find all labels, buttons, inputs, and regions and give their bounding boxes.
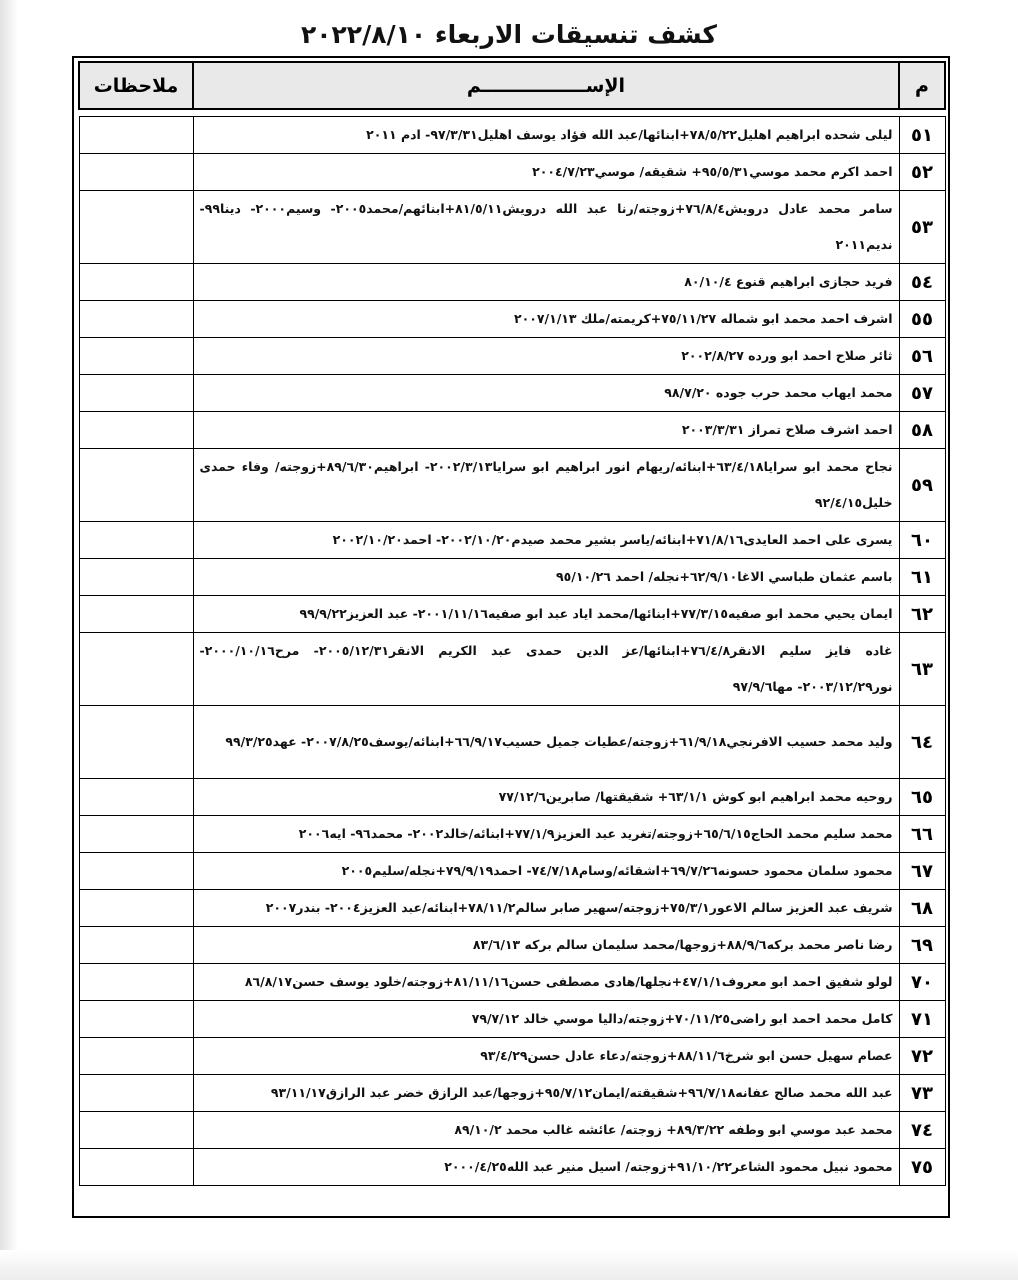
table-row <box>79 154 945 191</box>
table-row <box>79 927 945 964</box>
table-row <box>79 522 945 559</box>
table-row <box>79 1112 945 1149</box>
row-notes <box>79 596 193 633</box>
row-notes <box>79 964 193 1001</box>
row-name-details: غاده فايز سليم الانقر٧٦/٤/٨+ابنائها/عز الدين حمدى عبد الكريم الانقر٢٠٠٥/١٢/٣١- مرح٢٠٠٠/١٠/١٦- نور٢٠٠٣/١٢/٢٩- مها٩٧/٩/٦ <box>193 633 899 706</box>
table-row <box>79 191 945 264</box>
row-name-details: نجاح محمد ابو سرايا٦٣/٤/١٨+ابنائه/ريهام انور ابراهيم ابو سرايا٢٠٠٢/٣/١٣- ابراهيم٨٩/٦/٣٠+زوجته/ وفاء حمدى خليل٩٢/٤/١٥ <box>193 449 899 522</box>
row-notes <box>79 154 193 191</box>
header-num: م <box>899 62 945 109</box>
row-notes <box>79 1038 193 1075</box>
row-name-details: عصام سهيل حسن ابو شرخ٨٨/١١/٦+زوجته/دعاء عادل حسن٩٣/٤/٢٩ <box>193 1038 899 1075</box>
table-row <box>79 338 945 375</box>
table-row <box>79 1149 945 1186</box>
row-name-details: محمد عبد موسي ابو وطفه ٨٩/٣/٢٢+ زوجته/ عائشه غالب محمد ٨٩/١٠/٢ <box>193 1112 899 1149</box>
row-name-details: محمد سليم محمد الحاج٦٥/٦/١٥+زوجته/تغريد عبد العزيز٧٧/١/٩+ابنائه/خالد٢٠٠٢- محمد٩٦- ايه٢٠٠٦ <box>193 816 899 853</box>
header-separator <box>79 109 945 117</box>
row-number: ٥٤ <box>899 264 945 301</box>
row-name-details: رضا ناصر محمد بركه٨٨/٩/٦+زوجها/محمد سليمان سالم بركه ٨٣/٦/١٣ <box>193 927 899 964</box>
table-row <box>79 890 945 927</box>
row-number: ٦٩ <box>899 927 945 964</box>
row-number: ٦١ <box>899 559 945 596</box>
row-name-details: ثائر صلاح احمد ابو ورده ٢٠٠٢/٨/٢٧ <box>193 338 899 375</box>
row-name-details: لولو شفيق احمد ابو معروف٤٧/١/١+نجلها/هادى مصطفى حسن٨١/١١/١٦+زوجته/خلود يوسف حسن٨٦/٨/١٧ <box>193 964 899 1001</box>
row-name-details: محمود نبيل محمود الشاعر٩١/١٠/٢٢+زوجته/ اسيل منير عبد الله٢٠٠٠/٤/٢٥ <box>193 1149 899 1186</box>
table-row <box>79 633 945 706</box>
row-number: ٧٠ <box>899 964 945 1001</box>
row-notes <box>79 853 193 890</box>
table-row <box>79 117 945 154</box>
table-row <box>79 779 945 816</box>
row-notes <box>79 375 193 412</box>
row-number: ٥٧ <box>899 375 945 412</box>
row-number: ٧٣ <box>899 1075 945 1112</box>
page-shadow-left <box>0 0 18 1280</box>
row-notes <box>79 449 193 522</box>
row-number: ٥٨ <box>899 412 945 449</box>
header-name: الإســــــــــــــــم <box>193 62 899 109</box>
row-name-details: شريف عبد العزيز سالم الاعور٧٥/٣/١+زوجته/سهير صابر سالم٧٨/١١/٢+ابنائه/عبد العزيز٢٠٠٤- بندر٢٠٠٧ <box>193 890 899 927</box>
table-row <box>79 964 945 1001</box>
row-name-details: يسرى على احمد العايدى٧١/٨/١٦+ابنائه/ياسر بشير محمد صيدم٢٠٠٢/١٠/٢٠- احمد٢٠٠٢/١٠/٢٠ <box>193 522 899 559</box>
row-number: ٥٥ <box>899 301 945 338</box>
table-row <box>79 375 945 412</box>
row-number: ٧٢ <box>899 1038 945 1075</box>
row-name-details: اشرف احمد محمد ابو شماله ٧٥/١١/٢٧+كريمته/ملك ٢٠٠٧/١/١٣ <box>193 301 899 338</box>
table-row <box>79 559 945 596</box>
row-notes <box>79 1112 193 1149</box>
table-frame <box>72 56 950 1218</box>
row-notes <box>79 301 193 338</box>
row-notes <box>79 117 193 154</box>
row-notes <box>79 890 193 927</box>
row-name-details: محمود سلمان محمود حسونه٦٩/٧/٢٦+اشقائه/وسام٧٤/٧/١٨- احمد٧٩/٩/١٩+نجله/سليم٢٠٠٥ <box>193 853 899 890</box>
row-number: ٦٤ <box>899 706 945 779</box>
row-name-details: روحيه محمد ابراهيم ابو كوش ٦٣/١/١+ شقيقتها/ صابرين٧٧/١٢/٦ <box>193 779 899 816</box>
row-number: ٦٦ <box>899 816 945 853</box>
row-number: ٧٤ <box>899 1112 945 1149</box>
table-row <box>79 1075 945 1112</box>
row-name-details: عبد الله محمد صالح عفانه٩٦/٧/١٨+شقيقته/ايمان٩٥/٧/١٢+زوجها/عبد الرازق خضر عبد الرازق٩٣/١١/١٧ <box>193 1075 899 1112</box>
page-shadow-bottom <box>0 1250 1018 1280</box>
row-number: ٦٠ <box>899 522 945 559</box>
table-row <box>79 449 945 522</box>
schedule-table <box>78 61 946 1186</box>
row-name-details: سامر محمد عادل درويش٧٦/٨/٤+زوجته/رنا عبد الله درويش٨١/٥/١١+ابنائهم/محمد٢٠٠٥- وسيم٢٠٠٠- دينا٩٩- نديم٢٠١١ <box>193 191 899 264</box>
row-number: ٥٣ <box>899 191 945 264</box>
row-notes <box>79 633 193 706</box>
table-row <box>79 596 945 633</box>
row-name-details: محمد ايهاب محمد حرب جوده ٩٨/٧/٢٠ <box>193 375 899 412</box>
row-notes <box>79 816 193 853</box>
row-notes <box>79 1075 193 1112</box>
row-name-details: باسم عثمان طباسي الاغا٦٢/٩/١٠+نجله/ احمد ٩٥/١٠/٢٦ <box>193 559 899 596</box>
row-name-details: ايمان يحيي محمد ابو صفيه٧٧/٣/١٥+ابنائها/محمد اياد عبد ابو صفيه٢٠٠١/١١/١٦- عبد العزيز٩٩/٩/٢٢ <box>193 596 899 633</box>
row-number: ٧٥ <box>899 1149 945 1186</box>
row-number: ٥٦ <box>899 338 945 375</box>
row-notes <box>79 706 193 779</box>
row-name-details: احمد اشرف صلاح تمراز ٢٠٠٣/٣/٣١ <box>193 412 899 449</box>
table-row <box>79 1038 945 1075</box>
table-row <box>79 412 945 449</box>
row-number: ٦٣ <box>899 633 945 706</box>
header-notes: ملاحظات <box>79 62 193 109</box>
table-row <box>79 853 945 890</box>
table-row <box>79 264 945 301</box>
row-notes <box>79 412 193 449</box>
row-notes <box>79 559 193 596</box>
table-row <box>79 706 945 779</box>
row-notes <box>79 522 193 559</box>
document-title: كشف تنسيقات الاربعاء ٢٠٢٢/٨/١٠ <box>301 20 717 49</box>
row-notes <box>79 1149 193 1186</box>
row-number: ٧١ <box>899 1001 945 1038</box>
table-row <box>79 816 945 853</box>
row-number: ٦٢ <box>899 596 945 633</box>
row-notes <box>79 338 193 375</box>
row-name-details: احمد اكرم محمد موسي٩٥/٥/٣١+ شقيقه/ موسي٢٠٠٤/٧/٢٣ <box>193 154 899 191</box>
row-number: ٥٢ <box>899 154 945 191</box>
row-notes <box>79 1001 193 1038</box>
row-name-details: فريد حجازى ابراهيم قنوع ٨٠/١٠/٤ <box>193 264 899 301</box>
row-number: ٥١ <box>899 117 945 154</box>
row-notes <box>79 191 193 264</box>
row-notes <box>79 264 193 301</box>
row-notes <box>79 927 193 964</box>
row-notes <box>79 779 193 816</box>
header-row <box>79 62 945 109</box>
row-name-details: وليد محمد حسيب الافرنجي٦١/٩/١٨+زوجته/عطيات جميل حسيب٦٦/٩/١٧+ابنائه/يوسف٢٠٠٧/٨/٢٥- عهد٩٩/٣/٢٥ <box>193 706 899 779</box>
row-name-details: ليلى شحده ابراهيم اهليل٧٨/٥/٢٢+ابنائها/عبد الله فؤاد يوسف اهليل٩٧/٣/٣١- ادم ٢٠١١ <box>193 117 899 154</box>
table-row <box>79 1001 945 1038</box>
row-number: ٥٩ <box>899 449 945 522</box>
row-name-details: كامل محمد احمد ابو راضى٧٠/١١/٢٥+زوجته/داليا موسي خالد ٧٩/٧/١٢ <box>193 1001 899 1038</box>
row-number: ٦٧ <box>899 853 945 890</box>
table-row <box>79 301 945 338</box>
row-number: ٦٨ <box>899 890 945 927</box>
row-number: ٦٥ <box>899 779 945 816</box>
